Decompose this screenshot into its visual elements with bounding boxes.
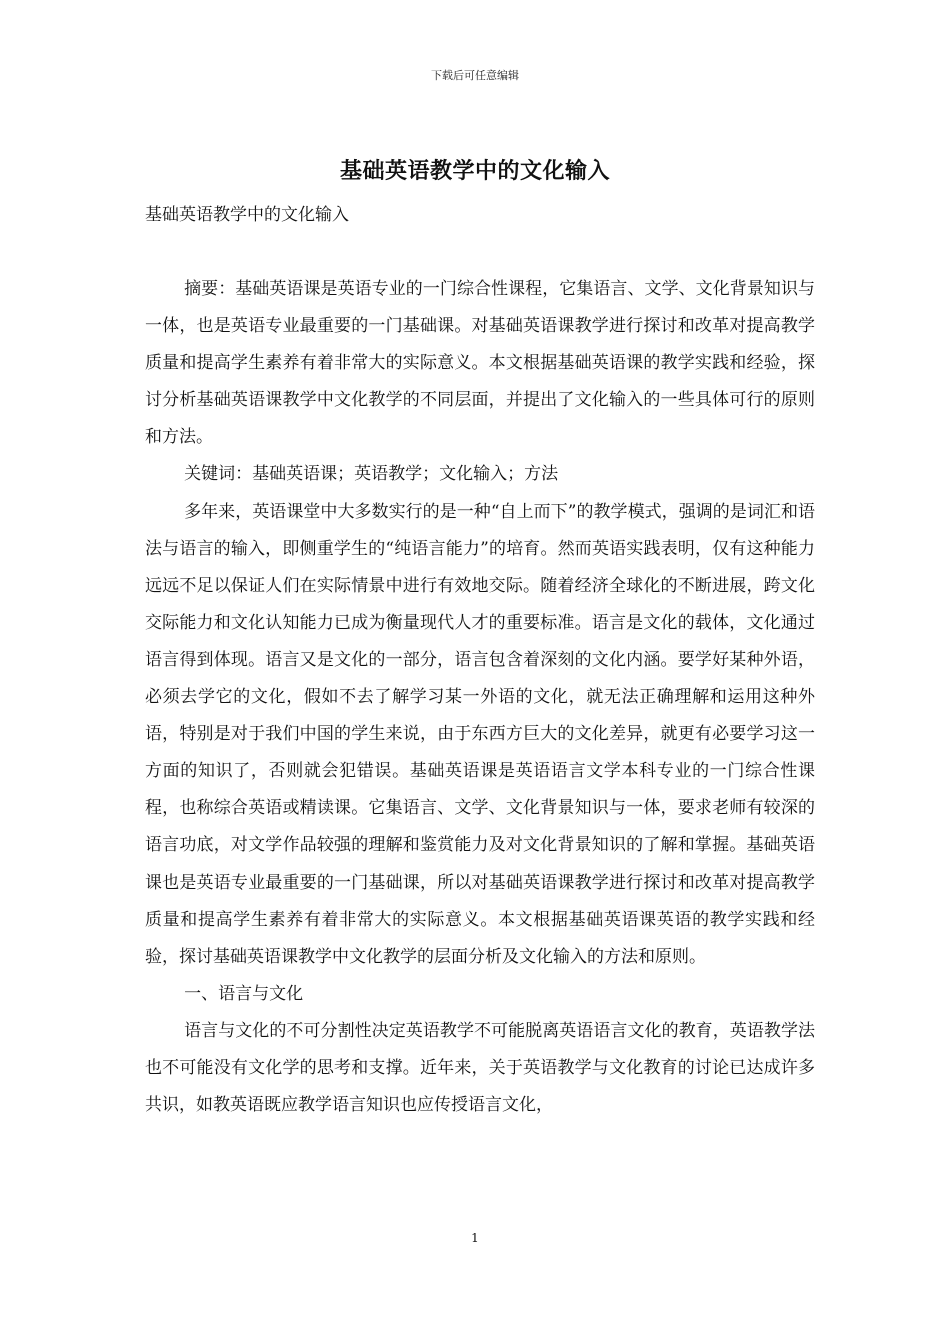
section-paragraph: 语言与文化的不可分割性决定英语教学不可能脱离英语语言文化的教育，英语教学法也不可能没有文化学的思考和支撑。近年来，关于英语教学与文化教育的讨论已达成许多共识，如教英语既应教学语言知识也应传授语言文化， (145, 1020, 815, 1116)
keywords-paragraph: 关键词：基础英语课；英语教学；文化输入；方法 (184, 464, 559, 485)
document-body (145, 271, 815, 1124)
abstract-paragraph: 摘要：基础英语课是英语专业的一门综合性课程，它集语言、文学、文化背景知识与一体，也是英语专业最重要的一门基础课。对基础英语课教学进行探讨和改革对提高教学质量和提高学生素养有着非常大的实际意义。本文根据基础英语课的教学实践和经验，探讨分析基础英语课教学中文化教学的不同层面，并提出了文化输入的一些具体可行的原则和方法。 (145, 279, 815, 448)
introduction-paragraph: 多年来，英语课堂中大多数实行的是一种“自上而下”的教学模式，强调的是词汇和语法与语言的输入，即侧重学生的“纯语言能力”的培育。然而英语实践表明，仅有这种能力远远不足以保证人们在实际情景中进行有效地交际。随着经济全球化的不断进展，跨文化交际能力和文化认知能力已成为衡量现代人才的重要标准。语言是文化的载体，文化通过语言得到体现。语言又是文化的一部分，语言包含着深刻的文化内涵。要学好某种外语，必须去学它的文化，假如不去了解学习某一外语的文化，就无法正确理解和运用这种外语，特别是对于我们中国的学生来说，由于东西方巨大的文化差异，就更有必要学习这一方面的知识了，否则就会犯错误。基础英语课是英语语言文学本科专业的一门综合性课程，也称综合英语或精读课。它集语言、文学、文化背景知识与一体，要求老师有较深的语言功底，对文学作品较强的理解和鉴赏能力及对文化背景知识的了解和掌握。基础英语课也是英语专业最重要的一门基础课，所以对基础英语课教学进行探讨和改革对提高教学质量和提高学生素养有着非常大的实际意义。本文根据基础英语课英语的教学实践和经验，探讨基础英语课教学中文化教学的层面分析及文化输入的方法和原则。 (145, 501, 815, 967)
header-note: 下载后可任意编辑 (431, 69, 519, 82)
section-heading: 一、语言与文化 (184, 983, 304, 1004)
document-subtitle: 基础英语教学中的文化输入 (145, 205, 349, 225)
page-number: 1 (471, 1231, 479, 1245)
document-title: 基础英语教学中的文化输入 (339, 158, 610, 184)
